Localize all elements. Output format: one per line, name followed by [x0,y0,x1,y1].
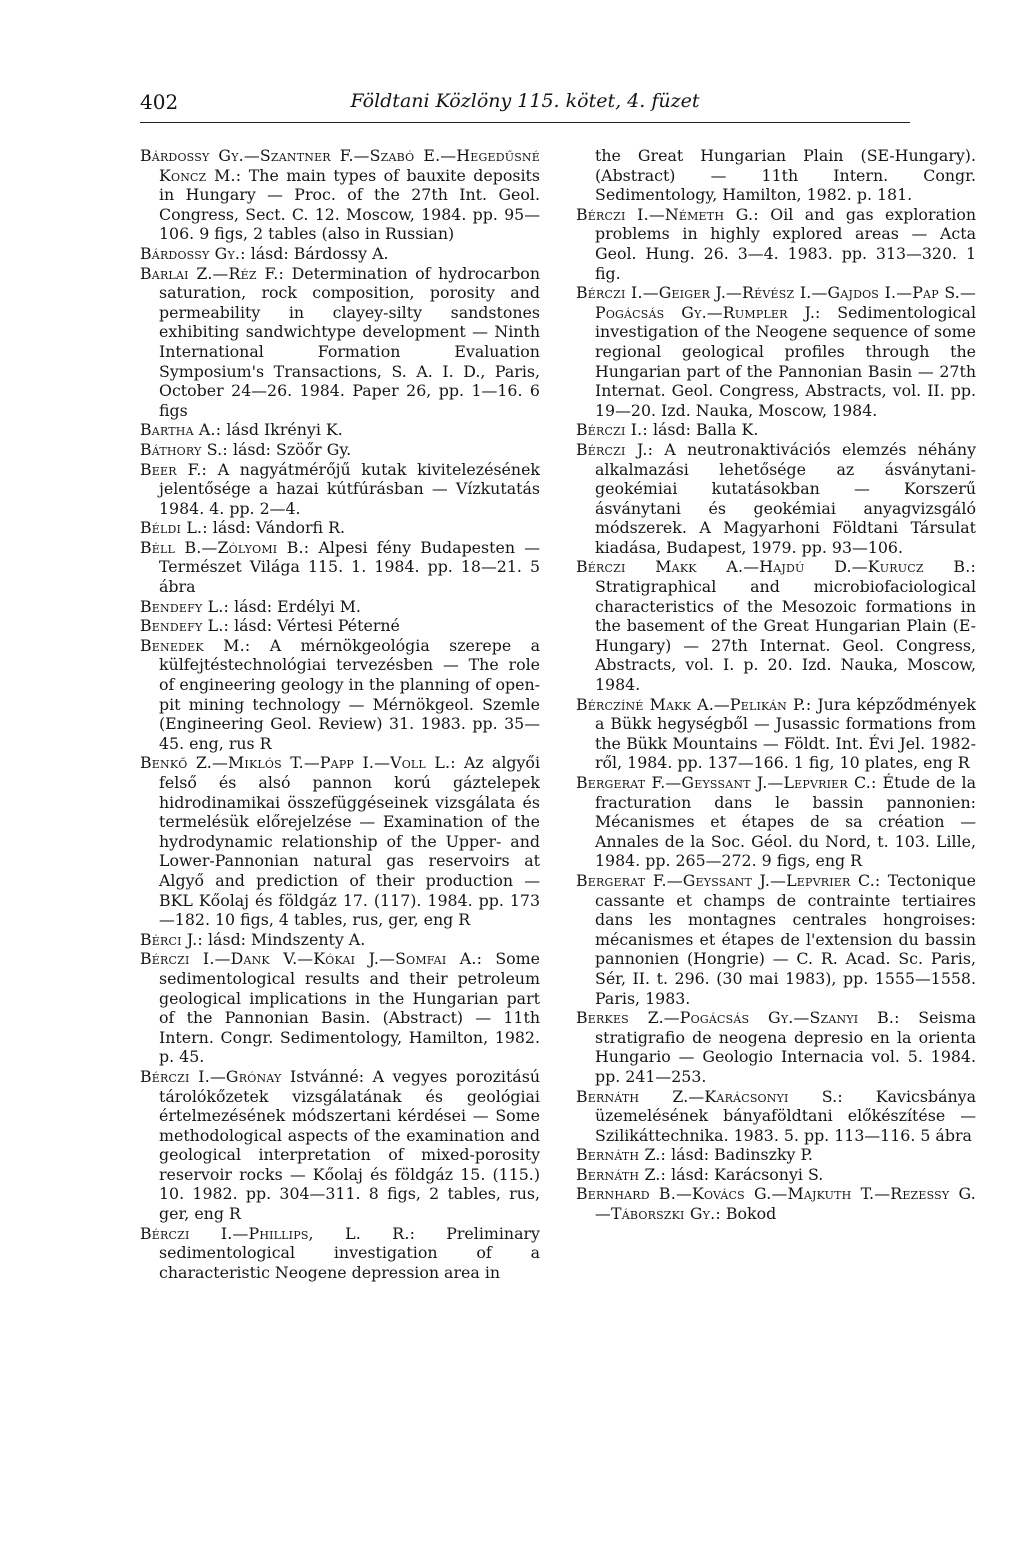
entry-text: Bokod [720,1204,777,1224]
entry-text: The main types of bauxite deposits in Hungary — Proc. of the 27th Int. Geol. Congress, Sect. C. 12. Moscow, 1984. pp. 95—106. 9 figs, 2 tables (also in Russian) [159,165,540,244]
entry-text: lásd: Karácsonyi S. [666,1164,824,1184]
bibliography-entry [140,597,540,617]
entry-authors: Bérczi I.—Németh G.: [576,204,759,224]
bibliography-entry [140,1067,540,1224]
entry-text: Istvánné: A vegyes porozitású tárolókőzetek vizsgálatának és geológiai értelmezésének módszertani kérdései — Some methodological aspects of the examination and geological interpretation of mixed-porosity reservoir rocks — Kőolaj és földgáz 15. (115.) 10. 1982. pp. 304—311. 8 figs, 2 tables, rus, ger, eng R [159,1066,540,1224]
right-column [576,146,976,1224]
entry-text: lásd: Szöőr Gy. [227,439,352,459]
entry-text: lásd: Bárdossy A. [245,243,389,263]
left-column [140,146,540,1282]
bibliography-entry [576,695,976,773]
entry-authors: Bérczi J.: [576,439,654,459]
bibliography-entry [576,1087,976,1146]
entry-authors: Bérczi Makk A.—Hajdú D.—Kurucz B.: [576,557,976,577]
entry-authors: Béldi L.: [140,518,208,538]
entry-text: Oil and gas exploration problems in highly explored areas — Acta Geol. Hung. 26. 3—4. 1983. pp. 313—320. 1 fig. [595,204,976,283]
entry-text: lásd Ikrényi K. [221,420,343,440]
entry-authors: Bergerat F.—Geyssant J.—Lepvrier C.: [576,773,877,792]
entry-authors: Bernáth Z.: [576,1145,667,1165]
entry-authors: Bérczi I.—Geiger J.—Révész I.—Gajdos I.—Pap S.—Pogácsás Gy.—Rumpler J.: [576,283,976,322]
entry-authors: Bernáth Z.: [576,1164,667,1184]
entry-authors: Bendefy L.: [140,596,230,616]
bibliography-entry [576,146,976,205]
entry-text: A mérnökgeológia szerepe a külfejtéstechnológiai tervezésben — The role of engineering geology in the planning of open-pit mining technology — Mérnökgeol. Szemle (Engineering Geol. Review) 31. 1983. pp. 35—45. eng, rus R [159,635,540,753]
entry-text: lásd: Erdélyi M. [229,596,361,616]
bibliography-entry [576,283,976,420]
entry-text: Determination of hydrocarbon saturation, rock composition, porosity and permeability in clayey-silty sandstones exhibiting sandwichtype development — Ninth International Formation Evaluation Symposium's Transactions, S. A. I. D., Paris, October 24—26. 1984. Paper 26, pp. 1—16. 6 figs [159,263,540,420]
bibliography-entry [140,636,540,754]
bibliography-entry [140,460,540,519]
entry-text: Az algyői felső és alsó pannon korú gáztelepek hidrodinamikai összefüggéseinek vizsgálata és termelésük előrejelzése — Examination of the hydrodynamic relationship of the Upper- and Lower-Pannonian natural gas reservoirs at Algyő and prediction of their production — BKL Kőolaj és földgáz 17. (117). 1984. pp. 173—182. 10 figs, 4 tables, rus, ger, eng R [159,753,540,930]
entry-authors: Béll B.—Zólyomi B.: [140,537,310,557]
bibliography-entry [576,871,976,1008]
entry-authors: Benedek M.: [140,635,251,655]
entry-authors: Bérczíné Makk A.—Pelikán P.: [576,694,812,714]
bibliography-entry [576,440,976,558]
entry-text: Some sedimentological results and their petroleum geological implications in the Hungarian part of the Pannonian Basin. (Abstract) — 11th Intern. Congr. Sedimentology, Hamilton, 1982. p. 45. [159,949,540,1067]
page-number: 402 [140,90,179,114]
entry-text: A neutronaktivációs elemzés néhány alkalmazási lehetősége az ásványtani-geokémiai kutatásokban — Korszerű ásványtani és geokémiai anyagvizsgáló módszerek. A Magyarhoni Földtani Társulat kiadása, Budapest, 1979. pp. 93—106. [595,439,976,557]
bibliography-entry [576,205,976,283]
entry-authors: Barlai Z.—Réz F.: [140,263,284,283]
entry-authors: Beer F.: [140,459,208,479]
entry-text: Jura képződmények a Bükk hegységből — Jusassic formations from the Bükk Mountains — Földt. Int. Évi Jel. 1982-ről, 1984. pp. 137—166. 1 fig, 10 plates, eng R [595,694,976,773]
entry-authors: Berkes Z.—Pogácsás Gy.—Szanyi B.: [576,1008,900,1028]
bibliography-entry [576,557,976,694]
bibliography-entry [576,1184,976,1223]
bibliography-entry [140,264,540,421]
entry-text: Tectonique cassante et champs de contrainte tertiaires dans les montagnes centrales hongroises: mécanismes et étapes de l'extension du bassin pannonien (Hongrie) — C. R. Acad. Sc. Paris, Sér, II. t. 296. (30 mai 1983), pp. 1555—1558. Paris, 1983. [595,870,976,1008]
bibliography-entry [140,146,540,244]
bibliography-entry [576,420,976,440]
entry-authors: Bérczi I.—Dank V.—Kókai J.—Somfai A.: [140,949,483,969]
entry-text: lásd: Vértesi Péterné [229,616,400,636]
entry-text: Étude de la fracturation dans le bassin pannonien: Mécanismes et étapes de sa création — Annales de la Soc. Géol. du Nord, t. 103. Lille, 1984. pp. 265—272. 9 figs, eng R [595,773,976,871]
entry-authors: Bernáth Z.—Karácsonyi S.: [576,1086,843,1106]
bibliography-entry [140,930,540,950]
bibliography-entry [140,244,540,264]
entry-text: lásd: Vándorfi R. [207,518,346,538]
entry-text: lásd: Mindszenty A. [202,929,366,949]
entry-text: Stratigraphical and microbiofaciological characteristics of the Mesozoic formations in the basement of the Great Hungarian Plain (E-Hungary) — 27th Internat. Geol. Congress, Abstracts, vol. I. p. 20. Izd. Nauka, Moscow, 1984. [595,577,976,695]
entry-text: Preliminary sedimentological investigation of a characteristic Neogene depression area in [159,1223,540,1282]
entry-authors: Bárdossy Gy.: [140,243,246,263]
entry-text: lásd: Balla K. [647,420,759,440]
entry-text: Kavicsbánya üzemelésének bányaföldtani előkészítése — Szilikáttechnika. 1983. 5. pp. 113—116. 5 ábra [595,1086,976,1145]
entry-authors: Bérczi I.—Grónay [140,1066,282,1086]
header-rule [140,122,910,123]
entry-authors: Bergerat F.—Geyssant J.—Lepvrier C.: [576,870,881,890]
bibliography-entry [140,420,540,440]
entry-authors: Bartha A.: [140,420,222,440]
bibliography-entry [576,1145,976,1165]
entry-text: Sedimentological investigation of the Neogene sequence of some regional geological profiles through the Hungarian part of the Pannonian Basin — 27th Internat. Geol. Congress, Abstracts, vol. II. pp. 19—20. Izd. Nauka, Moscow, 1984. [595,302,977,420]
entry-authors: Bérci J.: [140,929,203,949]
bibliography-entry [140,753,540,929]
entry-text: Seisma stratigrafio de neogena depresio en la orienta Hungario — Geologio Internacia vol. 5. 1984. pp. 241—253. [595,1008,976,1086]
entry-authors: Bérczi I.: [576,420,648,440]
bibliography-entry [576,773,976,871]
entry-authors: Báthory S.: [140,439,228,459]
entry-text: Alpesi fény Budapesten — Természet Világa 115. 1. 1984. pp. 18—21. 5 ábra [159,537,540,597]
entry-authors: Bendefy L.: [140,616,230,636]
page-header [140,90,910,120]
bibliography-entry [140,949,540,1067]
entry-text: A nagyátmérőjű kutak kivitelezésének jelentősége a hazai kútfúrásban — Vízkutatás 1984. 4. pp. 2—4. [159,459,540,518]
bibliography-entry [140,538,540,597]
entry-text: the Great Hungarian Plain (SE-Hungary). (Abstract) — 11th Intern. Congr. Sedimentology, Hamilton, 1982. p. 181. [595,146,976,205]
entry-authors: Bernhard B.—Kovács G.—Majkuth T.—Rezessy G.—Táborszki Gy.: [576,1184,976,1224]
bibliography-entry [140,1224,540,1283]
entry-authors: Benkő Z.—Miklós T.—Papp I.—Voll L.: [140,753,456,773]
entry-authors: Bárdossy Gy.—Szantner F.—Szabó E.—Hegedűsné Koncz M.: [140,146,540,185]
bibliography-entry [140,616,540,636]
bibliography-entry [140,440,540,460]
bibliography-entry [576,1008,976,1086]
entry-text: lásd: Badinszky P. [666,1145,813,1165]
bibliography-entry [140,518,540,538]
journal-title: Földtani Közlöny 115. kötet, 4. füzet [350,90,700,112]
bibliography-entry [576,1165,976,1185]
entry-authors: Bérczi I.—Phillips, L. R.: [140,1223,416,1243]
